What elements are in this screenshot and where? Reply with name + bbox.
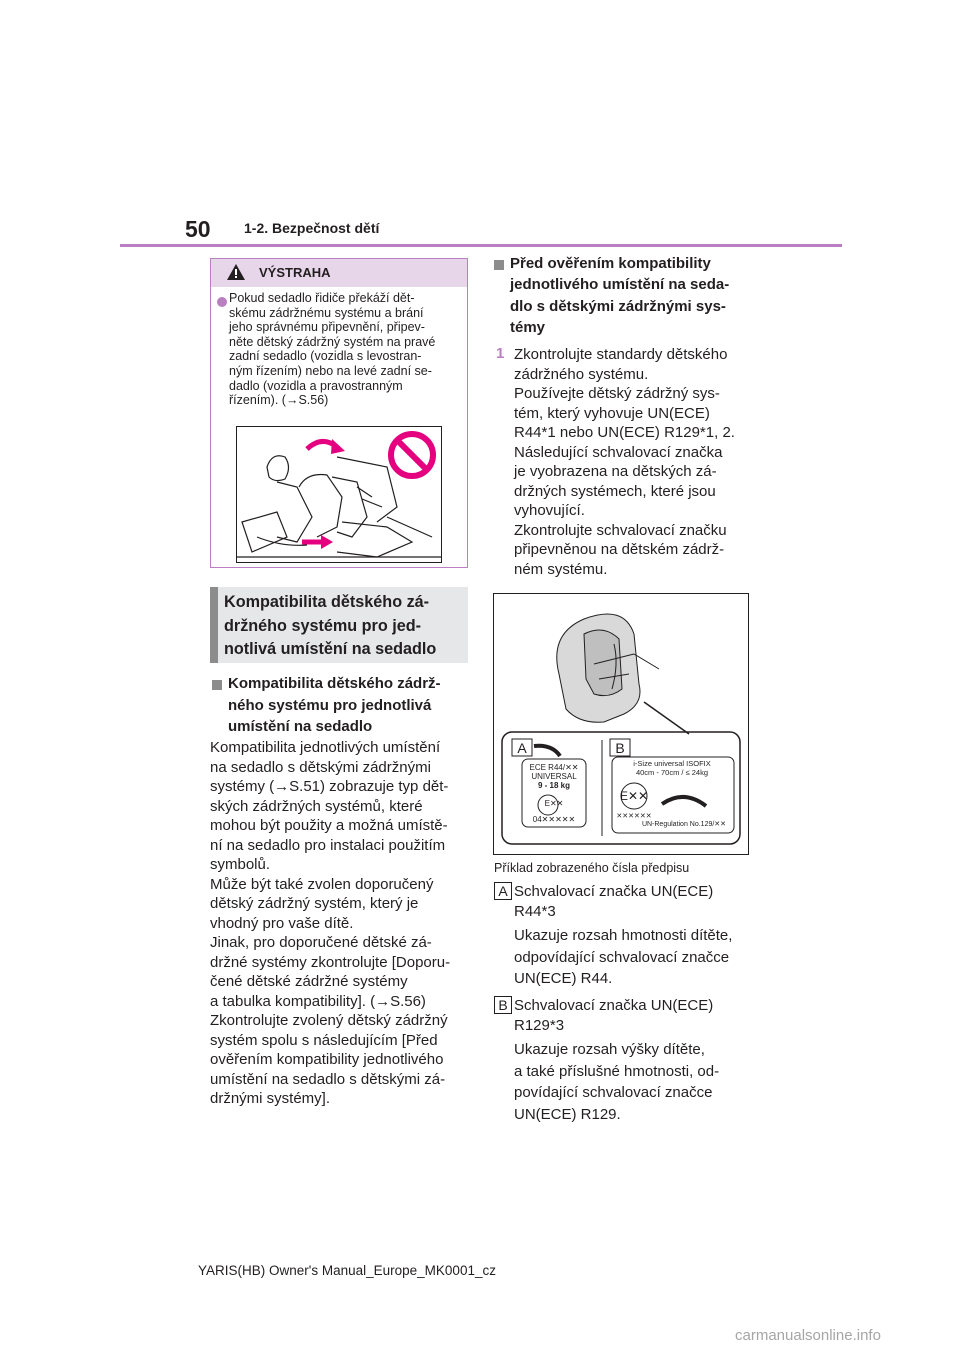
warning-box — [210, 258, 468, 568]
label-b-line: UN-Regulation No.129/✕✕ — [641, 821, 727, 828]
header-rule — [120, 244, 842, 247]
child-seat-illustration — [494, 594, 748, 854]
warning-bullet — [217, 297, 227, 307]
item-a-title: Schvalovací značka UN(ECE) R44*3 — [514, 883, 714, 920]
page-number: 50 — [185, 216, 211, 242]
label-b-line: E✕✕ — [619, 789, 649, 803]
warning-title: VÝSTRAHA — [259, 265, 331, 280]
square-bullet-icon — [212, 680, 222, 690]
left-subheading: Kompatibilita dětského zádrž- ného systému pro jednotlivá umístění na sedadlo — [228, 675, 441, 736]
warning-triangle-icon — [227, 264, 245, 280]
item-a-description: Ukazuje rozsah hmotnosti dítěte, odpovídající schvalovací značce UN(ECE) R44. — [514, 927, 733, 987]
item-b-description: Ukazuje rozsah výšky dítěte, a také příslušné hmotnosti, od- povídající schvalovací značce UN(ECE) R129. — [514, 1041, 720, 1123]
right-subheading: Před ověřením kompatibility jednotlivého umístění na seda- dlo s dětskými zádržnými sys- témy — [510, 255, 730, 336]
section-heading-text: Kompatibilita dětského zá- držného systému pro jed- notlivá umístění na sedadlo — [224, 593, 437, 658]
label-a-line: UNIVERSAL — [531, 772, 577, 781]
warning-header — [211, 259, 467, 287]
warning-illustration — [236, 426, 442, 563]
watermark: carmanualsonline.info — [735, 1327, 881, 1344]
item-a-marker: A — [494, 882, 512, 900]
seat-obstruction-illustration — [237, 427, 441, 562]
square-bullet-icon — [494, 260, 504, 270]
figure-label-b: B — [615, 740, 625, 756]
item-b-marker: B — [494, 996, 512, 1014]
step-text: Zkontrolujte standardy dětského zádržného systému. Používejte dětský zádržný sys- tém, který vyhovuje UN(ECE) R44*1 nebo UN(ECE) R129*1, 2. Následující schvalovací značka je vyobrazena na dětských zá- držných systémech, které jsou vyhovující. Zkontrolujte schvalovací značku připevněnou na dětském zádrž- ném systému. — [514, 346, 735, 578]
footer-text: YARIS(HB) Owner's Manual_Europe_MK0001_cz — [198, 1263, 496, 1278]
item-b-title: Schvalovací značka UN(ECE) R129*3 — [514, 997, 714, 1034]
label-a-line: ECE R44/✕✕ — [529, 763, 579, 772]
label-a-line: E✕✕ — [544, 799, 564, 808]
section-heading-bar — [210, 587, 218, 663]
figure-label-a: A — [517, 740, 527, 756]
section-heading — [210, 587, 468, 663]
warning-text: Pokud sedadlo řidiče překáží dět- skému zádržnému systému a brání jeho správnému připevnění, připev- něte dětský zádržný systém na pravé zadní sedadlo (vozidla s levostran- ným řízením) nebo na levé zadní se- dadlo (vozidla a pravostranným řízením). (→S.56) — [229, 291, 436, 408]
label-b-line: i-Size universal ISOFIX — [633, 759, 711, 768]
label-b-line: 40cm - 70cm / ≤ 24kg — [635, 768, 709, 777]
step-number: 1 — [496, 345, 505, 362]
left-body-text: Kompatibilita jednotlivých umístění na sedadlo s dětskými zádržnými systémy (→S.51) zobrazuje typ dět- ských zádržných systémů, které mohou být použity a možná umístě- ní na sedadlo pro instalaci použitím symbolů. Může být také zvolen doporučený dětský zádržný systém, který je vhodný pro vaše dítě. Jinak, pro doporučené dětské zá- držné systémy zkontrolujte [Doporu- čené dětské zádržné systémy a tabulka kompatibility]. (→S.56) Zkontrolujte zvolený dětský zádržný systém spolu s následujícím [Před ověřením kompatibility jednotlivého umístění na sedadlo s dětskými zá- držnými systémy]. — [210, 739, 451, 1107]
section-label: 1-2. Bezpečnost dětí — [244, 220, 380, 236]
prohibition-icon — [391, 434, 433, 476]
approval-label-figure — [493, 593, 749, 855]
figure-caption: Příklad zobrazeného čísla předpisu — [494, 861, 690, 875]
label-a-line: 9 - 18 kg — [537, 781, 571, 790]
label-b-line: ✕✕✕✕✕✕ — [616, 813, 652, 820]
label-a-line: 04✕✕✕✕✕ — [532, 815, 576, 824]
